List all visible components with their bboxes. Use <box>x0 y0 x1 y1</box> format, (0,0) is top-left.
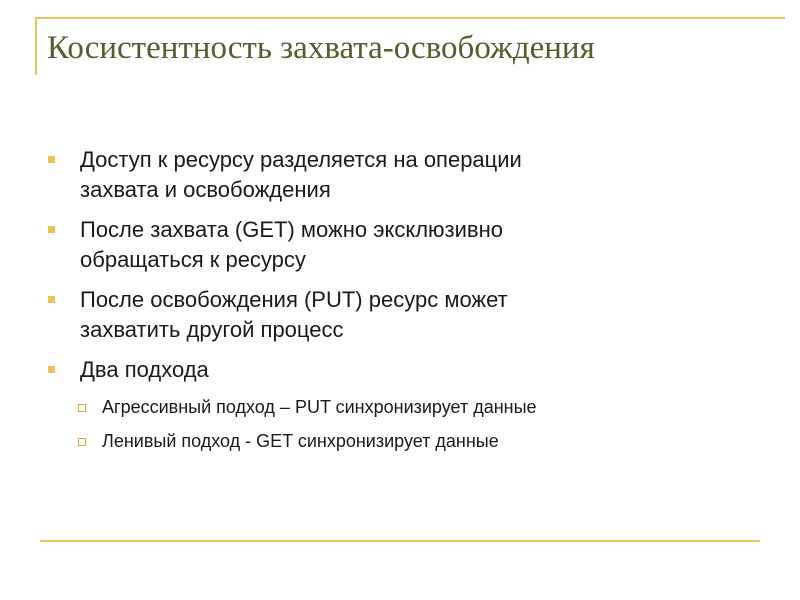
bullet-line: захватить другой процесс <box>80 317 344 342</box>
bottom-rule <box>40 540 760 542</box>
top-rule <box>35 17 785 19</box>
sub-bullet-text: Ленивый подход - GET синхронизирует данные <box>102 431 499 451</box>
sub-bullet-item <box>45 395 745 419</box>
bullet-line: После захвата (GET) можно эксклюзивно <box>80 217 503 242</box>
left-rule <box>35 17 37 75</box>
square-bullet-icon <box>48 366 55 373</box>
bullet-line: Доступ к ресурсу разделяется на операции <box>80 147 522 172</box>
sub-bullet-item <box>45 429 745 453</box>
bullet-item <box>45 355 745 385</box>
bullet-item <box>45 215 745 275</box>
bullet-line: захвата и освобождения <box>80 177 331 202</box>
hollow-square-bullet-icon <box>78 438 86 446</box>
bullet-line: Два подхода <box>80 357 209 382</box>
bullet-item <box>45 145 745 205</box>
slide-title: Косистентность захвата-освобождения <box>47 30 595 66</box>
hollow-square-bullet-icon <box>78 404 86 412</box>
bullet-list <box>45 145 745 463</box>
square-bullet-icon <box>48 226 55 233</box>
bullet-line: обращаться к ресурсу <box>80 247 306 272</box>
bullet-line: После освобождения (PUT) ресурс может <box>80 287 508 312</box>
square-bullet-icon <box>48 156 55 163</box>
sub-bullet-text: Агрессивный подход – PUT синхронизирует данные <box>102 397 537 417</box>
square-bullet-icon <box>48 296 55 303</box>
bullet-item <box>45 285 745 345</box>
